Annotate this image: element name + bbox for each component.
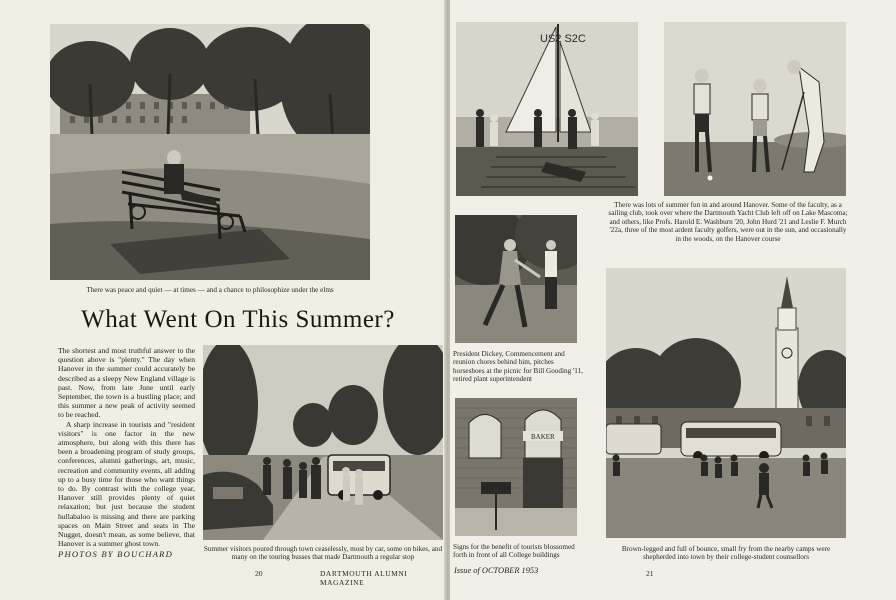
photo-campers-in-town	[606, 268, 846, 538]
caption-campers: Brown-legged and full of bounce, small fry from the nearby camps were shepherded into town by their college-student counsellors	[621, 545, 831, 562]
caption-sailing-golf: There was lots of summer fun in and around Hanover. Some of the faculty, as a sailing club, took over where the Dartmouth Yacht Club left off on Lake Mascoma; and others, like Profs. Harold E. Washburn '20, John Hurd '21 and Leslie F. Murch '22a, three of the most ardent faculty golfers, were out in the sun, and occasionally in the woods, on the Hanover course	[608, 201, 848, 243]
caption-street-photo: Summer visitors poured through town ceaselessly, most by car, some on bikes, and many on the touring busses that made Dartmouth a regular stop	[203, 545, 443, 562]
caption-bench-photo: There was peace and quiet — at times — and a chance to philosophize under the elms	[86, 286, 334, 294]
photo-bench-under-elms	[50, 24, 370, 280]
body-paragraph: The shortest and most truthful answer to the question above is "plenty." The day when Hanover in the summer could accurately be described as a sleepy New England village is past. Now, from late June until early September, the town is a bustling place; and this summer a new peak of activity seemed to be reached.	[58, 346, 195, 420]
photo-sailing-club	[456, 22, 638, 196]
photo-street-visitors	[203, 345, 443, 540]
photo-horseshoes-picnic	[455, 215, 577, 343]
article-headline: What Went On This Summer?	[81, 306, 395, 333]
photo-credit: PHOTOS BY BOUCHARD	[58, 549, 174, 559]
photo-faculty-golfers	[664, 22, 846, 196]
caption-horseshoes: President Dickey, Commencement and reunion chores behind him, pitches horseshoes at the picnic for Bill Gooding '11, retired plant superintendent	[453, 350, 583, 384]
sail-number: US2 S2C	[540, 33, 586, 45]
caption-library-signs: Signs for the benefit of tourists blossomed forth in front of all College buildings	[453, 543, 575, 560]
photo-baker-library-sign	[455, 398, 577, 536]
baker-library-label: BAKER	[531, 433, 555, 441]
right-page	[450, 0, 896, 600]
page-number-left: 20	[255, 569, 263, 578]
issue-line: Issue of OCTOBER 1953	[454, 566, 539, 575]
body-paragraph: A sharp increase in tourists and "resident visitors" is one factor in the new atmosphere, but along with this there has been a broadening program of study groups, conferences, alumni gatherings, art, music, recreation and community events, all adding up to a busy time for those who want things to do. By contrast with the college year, Hanover still provides plenty of quiet relaxation; but just because the student hullabaloo is missing and there are parking spaces on Main Street and seats in The Nugget, doesn't mean, as some believe, that Hanover is a summer ghost town.	[58, 419, 195, 549]
page-number-right: 21	[646, 569, 654, 578]
article-body	[58, 346, 195, 548]
magazine-name: DARTMOUTH ALUMNI MAGAZINE	[320, 569, 408, 587]
left-page	[0, 0, 446, 600]
